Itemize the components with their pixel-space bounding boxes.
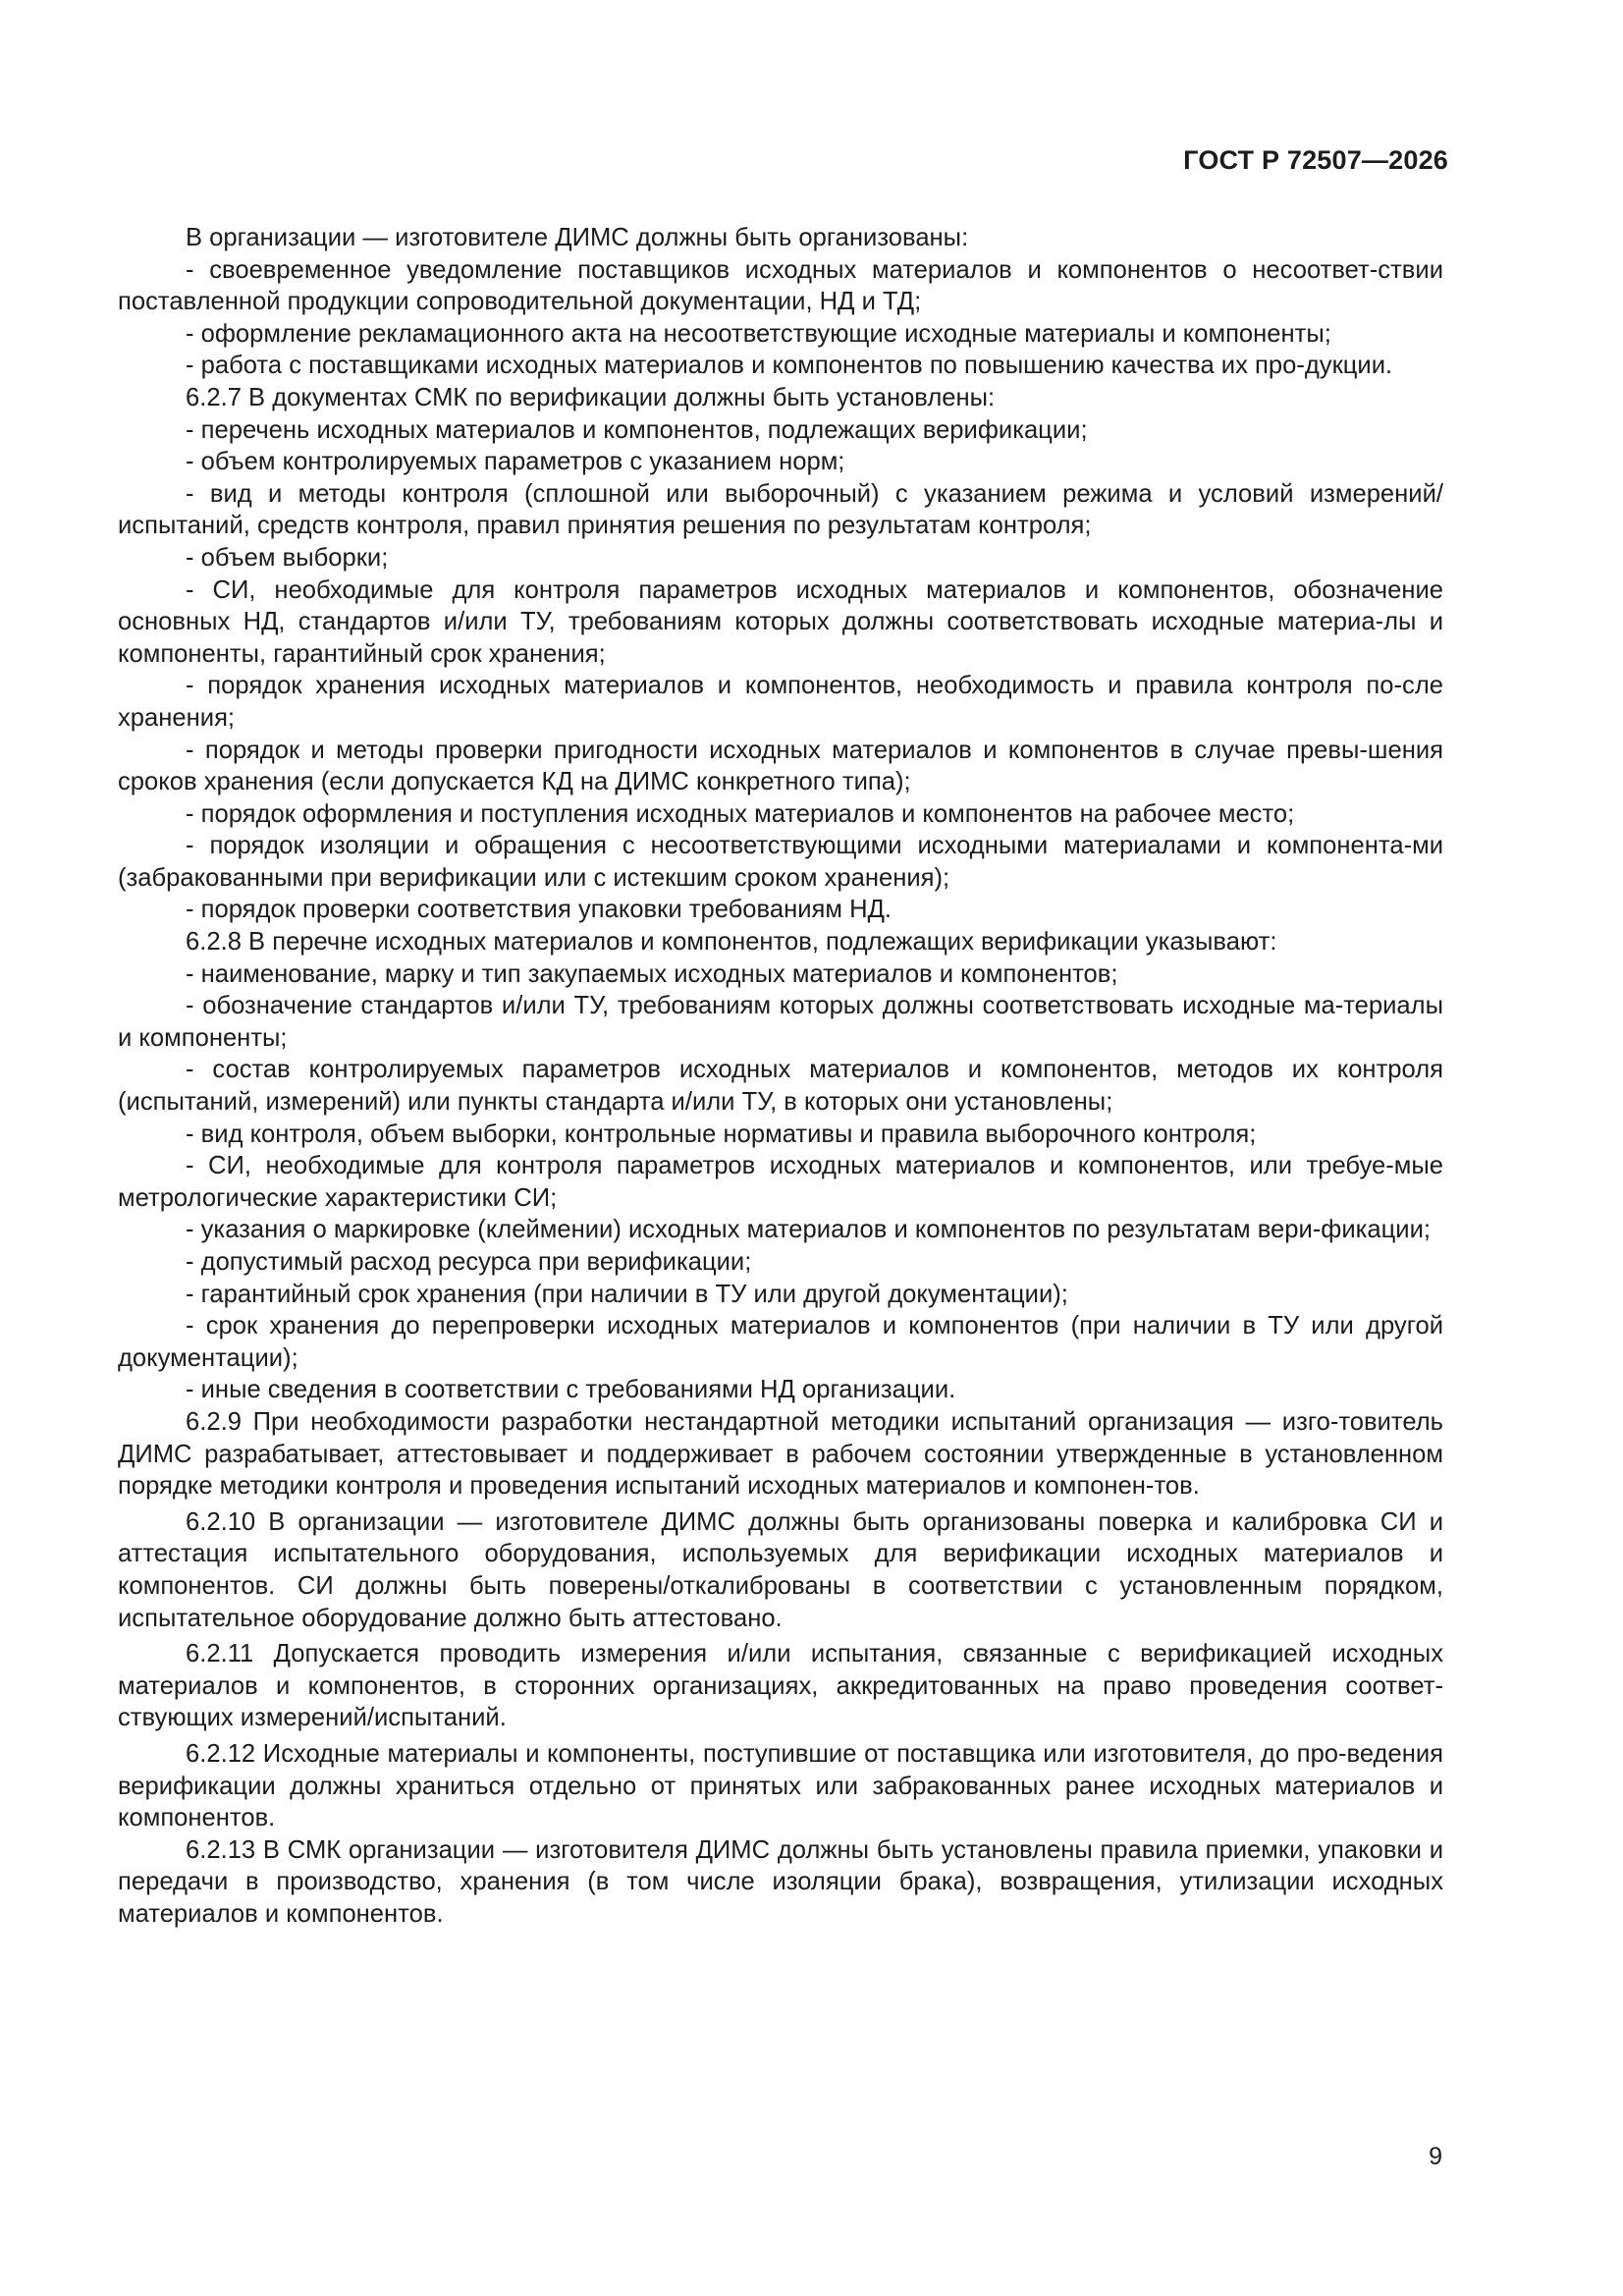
clause-6-2-7: 6.2.7 В документах СМК по верификации должны быть установлены: xyxy=(186,383,996,411)
document-code-header: ГОСТ Р 72507—2026 xyxy=(1183,145,1448,175)
list-item: - вид контроля, объем выборки, контрольные нормативы и правила выборочного контроля; xyxy=(186,1120,1257,1148)
clause-6-2-10: 6.2.10 В организации — изготовителе ДИМС должны быть организованы поверка и калибровка СИ и аттестация испытательного оборудования, используемых для верификации исходных материалов и компонентов. СИ должны быть поверены/откалиброваны в соответствии с установленным порядком, испытательное оборудование должно быть аттестовано. xyxy=(118,1507,1443,1632)
list-item: - объем выборки; xyxy=(186,543,389,572)
list-item: - иные сведения в соответствии с требованиями НД организации. xyxy=(186,1376,956,1404)
list-item: - перечень исходных материалов и компонентов, подлежащих верификации; xyxy=(186,415,1088,444)
list-item: - вид и методы контроля (сплошной или выборочный) с указанием режима и условий измерений/испытаний, средств контроля, правил принятия решения по результатам контроля; xyxy=(118,479,1443,540)
clause-6-2-11: 6.2.11 Допускается проводить измерения и/или испытания, связанные с верификацией исходных материалов и компонентов, в сторонних организациях, аккредитованных на право проведения соответ-ствующих измерений/испытаний. xyxy=(118,1640,1443,1732)
list-item: - порядок и методы проверки пригодности исходных материалов и компонентов в случае превы-шения сроков хранения (если допускается КД на ДИМС конкретного типа); xyxy=(118,736,1443,796)
list-item: - порядок оформления и поступления исходных материалов и компонентов на рабочее место; xyxy=(186,799,1295,828)
list-item: - наименование, марку и тип закупаемых исходных материалов и компонентов; xyxy=(186,959,1118,988)
list-item: - объем контролируемых параметров с указанием норм; xyxy=(186,448,845,476)
list-item: - порядок изоляции и обращения с несоответствующими исходными материалами и компонента-ми (забракованными при верификации или с истекшим сроком хранения); xyxy=(118,832,1443,892)
document-body xyxy=(118,222,1443,1930)
list-item: - состав контролируемых параметров исходных материалов и компонентов, методов их контроля (испытаний, измерений) или пункты стандарта и/или ТУ, в которых они установлены; xyxy=(118,1056,1443,1117)
list-item: - обозначение стандартов и/или ТУ, требованиям которых должны соответствовать исходные ма-териалы и компоненты; xyxy=(118,992,1443,1052)
clause-6-2-12: 6.2.12 Исходные материалы и компоненты, поступившие от поставщика или изготовителя, до про-ведения верификации должны храниться отдельно от принятых или забракованных ранее исходных материалов и компонентов. xyxy=(118,1739,1443,1832)
list-item: - оформление рекламационного акта на несоответствующие исходные материалы и компоненты; xyxy=(186,319,1331,348)
clause-6-2-8: 6.2.8 В перечне исходных материалов и компонентов, подлежащих верификации указывают: xyxy=(186,928,1277,957)
list-item: - порядок хранения исходных материалов и компонентов, необходимость и правила контроля по-сле хранения; xyxy=(118,672,1443,732)
list-item: - СИ, необходимые для контроля параметров исходных материалов и компонентов, или требуе-мые метрологические характеристики СИ; xyxy=(118,1152,1443,1212)
list-item: - срок хранения до перепроверки исходных материалов и компонентов (при наличии в ТУ или другой документации); xyxy=(118,1312,1443,1372)
list-item: - указания о маркировке (клеймении) исходных материалов и компонентов по результатам вери-фикации; xyxy=(186,1216,1432,1244)
list-item: - допустимый расход ресурса при верификации; xyxy=(186,1248,752,1276)
paragraph-intro: В организации — изготовителе ДИМС должны быть организованы: xyxy=(186,224,969,251)
list-item: - гарантийный срок хранения (при наличии в ТУ или другой документации); xyxy=(186,1280,1068,1308)
clause-6-2-9: 6.2.9 При необходимости разработки нестандартной методики испытаний организация — изго-товитель ДИМС разрабатывает, аттестовывает и поддерживает в рабочем состоянии утвержденные в установленном порядке методики контроля и проведения испытаний исходных материалов и компонен-тов. xyxy=(118,1407,1443,1501)
clause-6-2-13: 6.2.13 В СМК организации — изготовителя ДИМС должны быть установлены правила приемки, упаковки и передачи в производство, хранения (в том числе изоляции брака), возвращения, утилизации исходных материалов и компонентов. xyxy=(118,1835,1443,1928)
list-item: - работа с поставщиками исходных материалов и компонентов по повышению качества их про-дукции. xyxy=(186,352,1393,380)
list-item: - порядок проверки соответствия упаковки требованиям НД. xyxy=(186,896,893,924)
page-number: 9 xyxy=(1429,2143,1442,2170)
list-item: - своевременное уведомление поставщиков исходных материалов и компонентов о несоответ-ствии поставленной продукции сопроводительной документации, НД и ТД; xyxy=(118,255,1443,316)
list-item: - СИ, необходимые для контроля параметров исходных материалов и компонентов, обозначение основных НД, стандартов и/или ТУ, требованиям которых должны соответствовать исходные материа-лы и компоненты, гарантийный срок хранения; xyxy=(118,575,1443,668)
